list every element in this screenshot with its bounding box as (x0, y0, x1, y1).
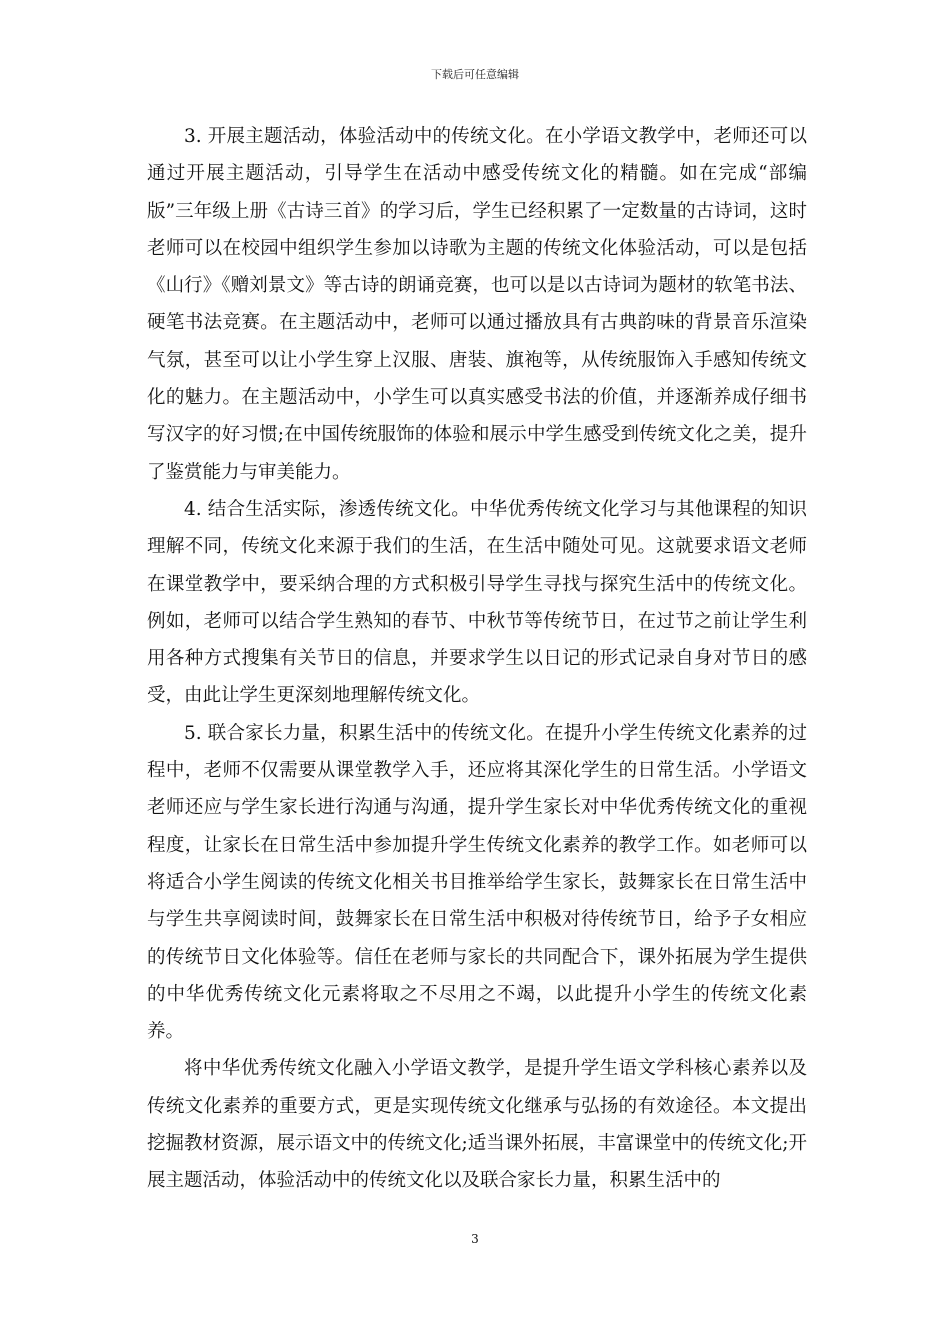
paragraph-3: 3. 开展主题活动，体验活动中的传统文化。在小学语文教学中，老师还可以通过开展主题活动，引导学生在活动中感受传统文化的精髓。如在完成“部编版”三年级上册《古诗三首》的学习后，学生已经积累了一定数量的古诗词，这时老师可以在校园中组织学生参加以诗歌为主题的传统文化体验活动，可以是包括《山行》《赠刘景文》等古诗的朗诵竞赛，也可以是以古诗词为题材的软笔书法、硬笔书法竞赛。在主题活动中，老师可以通过播放具有古典韵味的背景音乐渲染气氛，甚至可以让小学生穿上汉服、唐装、旗袍等，从传统服饰入手感知传统文化的魅力。在主题活动中，小学生可以真实感受书法的价值，并逐渐养成仔细书写汉字的好习惯;在中国传统服饰的体验和展示中学生感受到传统文化之美，提升了鉴赏能力与审美能力。 (147, 126, 807, 483)
page-number: 3 (471, 1232, 479, 1246)
paragraph-4: 4. 结合生活实际，渗透传统文化。中华优秀传统文化学习与其他课程的知识理解不同，传统文化来源于我们的生活，在生活中随处可见。这就要求语文老师在课堂教学中，要采纳合理的方式积极引导学生寻找与探究生活中的传统文化。例如，老师可以结合学生熟知的春节、中秋节等传统节日，在过节之前让学生利用各种方式搜集有关节日的信息，并要求学生以日记的形式记录自身对节日的感受，由此让学生更深刻地理解传统文化。 (147, 498, 807, 707)
paragraph-5: 5. 联合家长力量，积累生活中的传统文化。在提升小学生传统文化素养的过程中，老师不仅需要从课堂教学入手，还应将其深化学生的日常生活。小学语文老师还应与学生家长进行沟通与沟通，提升学生家长对中华优秀传统文化的重视程度，让家长在日常生活中参加提升学生传统文化素养的教学工作。如老师可以将适合小学生阅读的传统文化相关书目推举给学生家长，鼓舞家长在日常生活中与学生共享阅读时间，鼓舞家长在日常生活中积极对待传统节日，给予子女相应的传统节日文化体验等。信任在老师与家长的共同配合下，课外拓展为学生提供的中华优秀传统文化元素将取之不尽用之不竭，以此提升小学生的传统文化素养。 (147, 722, 807, 1043)
body-text (147, 118, 807, 1200)
paragraph-conclusion: 将中华优秀传统文化融入小学语文教学，是提升学生语文学科核心素养以及传统文化素养的重要方式，更是实现传统文化继承与弘扬的有效途径。本文提出挖掘教材资源，展示语文中的传统文化;适当课外拓展，丰富课堂中的传统文化;开展主题活动，体验活动中的传统文化以及联合家长力量，积累生活中的 (147, 1058, 807, 1192)
page-header: 下载后可任意编辑 (431, 68, 519, 81)
